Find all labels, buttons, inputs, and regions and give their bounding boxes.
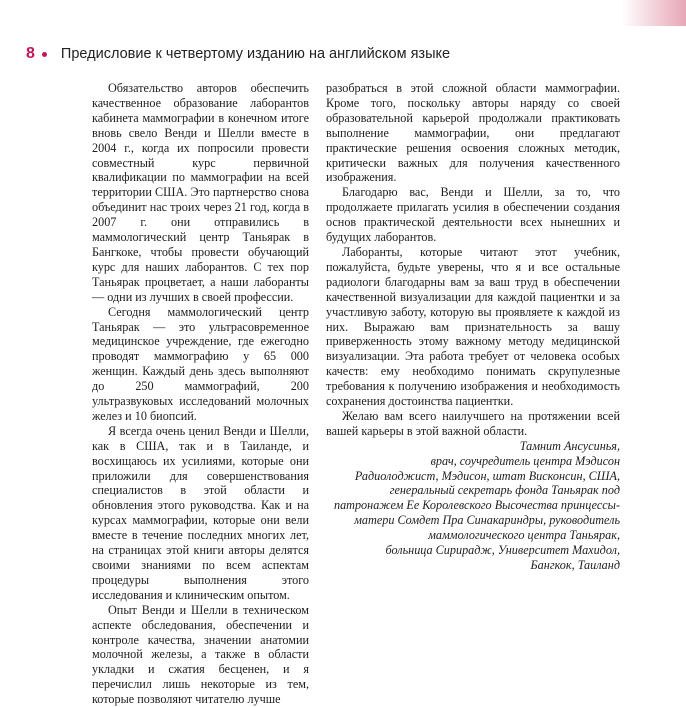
signature-block: [326, 439, 620, 573]
signature-line: больница Сирирадж, Университет Махидол,: [385, 543, 620, 558]
header-bullet-icon: [42, 52, 47, 57]
paragraph: Сегодня маммологический центр Таньярак — это ультрасовременное медицинское учреждение, где ежегодно проводят маммографию у 65 000 женщин. Каждый день здесь выполняют до 250 маммографий, 200 ультразвуковых исследований молочных желез и 10 биопсий.: [92, 304, 309, 423]
page-corner-decoration: [622, 0, 686, 26]
page-number: 8: [26, 45, 35, 62]
right-column: [326, 81, 620, 573]
paragraph: Обязательство авторов обеспечить качественное образование лаборантов кабинета маммографии в конечном итоге вновь свело Венди и Шелли вместе в 2004 г., когда их попросили провести совместный курс первичной квалификации по маммографии на всей территории США. Это партнерство снова объединит нас троих через 21 год, когда в 2007 г. они отправились в маммологический центр Таньярак в Бангкоке, чтобы провести обучающий курс для наших лаборантов. С тех пор Таньярак процветает, а наши лаборанты — одни из лучших в своей профессии.: [92, 81, 309, 304]
paragraph: Желаю вам всего наилучшего на протяжении всей вашей карьеры в этой важной области.: [326, 408, 620, 438]
signature-line: генеральный секретарь фонда Таньярак под патронажем Ее Королевского Высочества принцессы-матери Сомдет Пра Синакариндры, руководитель маммологического центра Таньярак,: [333, 483, 620, 543]
paragraph: Благодарю вас, Венди и Шелли, за то, что продолжаете прилагать усилия в обеспечении создания основ практической деятельности всех нынешних и будущих лаборантов.: [326, 185, 620, 245]
signature-name: Тамнит Ансусинья,: [519, 438, 620, 453]
paragraph: Лаборанты, которые читают этот учебник, пожалуйста, будьте уверены, что я и все остальные радиологи благодарны вам за ваш труд в обеспечении качественной визуализации для каждой пациентки и за участливую заботу, которую вы проявляете к каждой из них. Выражаю вам признательность за вашу приверженность этому важному методу медицинской визуализации. Эта работа требует от человека особых качеств: ему необходимо понимать скрупулезные требования к получению изображения и необходимость сохранения достоинства пациентки.: [326, 244, 620, 409]
signature-line: Бангкок, Таиланд: [530, 558, 620, 572]
header-title: Предисловие к четвертому изданию на английском языке: [60, 46, 451, 62]
running-header: [26, 44, 656, 64]
paragraph: Опыт Венди и Шелли в техническом аспекте обследования, обеспечении и контроле качества, значении анатомии молочной железы, а также в области укладки и сжатия бесценен, и я перечислил лишь некоторые из тем, которые позволяют читателю лучше: [92, 602, 309, 707]
paragraph: Я всегда очень ценил Венди и Шелли, как в США, так и в Таиланде, и восхищаюсь их усилиями, которые они приложили для совершенствования специалистов в этой области и обновления этого руководства. Как и на курсах маммографии, которые они вели вместе в течение последних многих лет, на страницах этой книги авторы делятся своими знаниями по всем аспектам процедуры выполнения этого исследования и клиническим опытом.: [92, 423, 309, 602]
signature-line: врач, соучредитель центра Мэдисон: [430, 453, 620, 468]
left-column: [92, 81, 309, 707]
paragraph: разобраться в этой сложной области маммографии. Кроме того, поскольку авторы наряду со своей образовательной карьерой продолжали практиковать выполнение маммографии, они предлагают практические решения освоения сложных методик, критически важных для получения качественного изображения.: [326, 81, 620, 185]
signature-line: Радиолоджист, Мэдисон, штат Висконсин, США,: [354, 468, 620, 483]
